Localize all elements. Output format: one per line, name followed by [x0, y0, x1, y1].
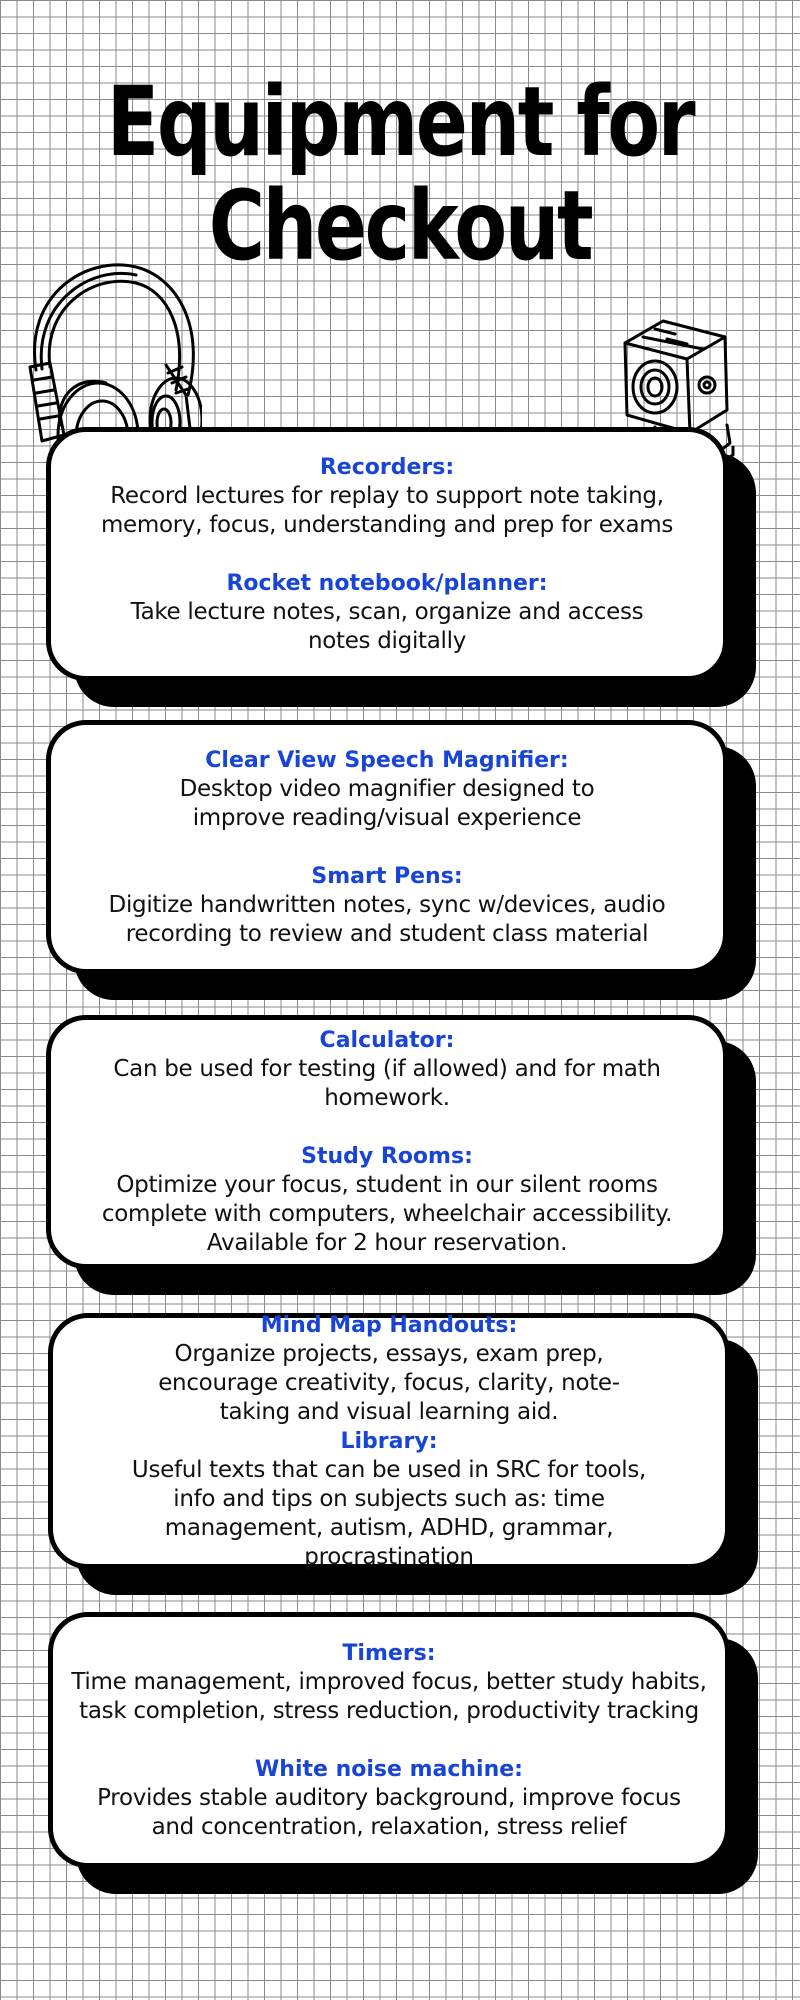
- item-heading-library: Library:: [340, 1428, 438, 1454]
- item-description-white-noise: Provides stable auditory background, improve focus and concentration, relaxation, stress relief: [97, 1784, 681, 1840]
- item-description-smart-pens: Digitize handwritten notes, sync w/devices, audio recording to review and student class material: [108, 891, 666, 947]
- item-description-timers: Time management, improved focus, better study habits, task completion, stress reduction, productivity tracking: [71, 1668, 707, 1724]
- equipment-card-2: [46, 720, 728, 974]
- equipment-card-4: [48, 1313, 730, 1569]
- page-title: [80, 66, 720, 282]
- item-heading-speech-magnifier: Clear View Speech Magnifier:: [205, 747, 569, 773]
- item-description-library: Useful texts that can be used in SRC for tools, info and tips on subjects such as: time management, autism, ADHD, grammar, procrastination: [131, 1456, 647, 1570]
- item-description-study-rooms: Optimize your focus, student in our silent rooms complete with computers, wheelchair accessibility. Available for 2 hour reservation.: [101, 1172, 673, 1256]
- item-description-recorders: Record lectures for replay to support note taking, memory, focus, understanding and prep for exams: [100, 482, 674, 538]
- item-heading-recorders: Recorders:: [319, 454, 455, 480]
- item-heading-rocket-notebook: Rocket notebook/planner:: [226, 570, 548, 596]
- equipment-card-3: [46, 1015, 728, 1269]
- item-heading-mind-map: Mind Map Handouts:: [260, 1312, 518, 1338]
- item-description-calculator: Can be used for testing (if allowed) and for math homework.: [113, 1056, 661, 1111]
- item-heading-white-noise: White noise machine:: [255, 1756, 523, 1782]
- item-heading-study-rooms: Study Rooms:: [301, 1144, 473, 1169]
- item-description-mind-map: Organize projects, essays, exam prep, encourage creativity, focus, clarity, note-taking and visual learning aid.: [158, 1340, 620, 1425]
- item-description-rocket-notebook: Take lecture notes, scan, organize and access notes digitally: [130, 598, 644, 654]
- item-heading-timers: Timers:: [342, 1640, 436, 1666]
- title-line-2: Checkout: [208, 170, 592, 282]
- item-heading-smart-pens: Smart Pens:: [311, 863, 463, 889]
- equipment-card-5: [48, 1612, 730, 1868]
- title-line-1: Equipment for: [106, 66, 694, 178]
- equipment-card-1: [46, 427, 728, 681]
- item-heading-calculator: Calculator:: [319, 1028, 455, 1053]
- item-description-speech-magnifier: Desktop video magnifier designed to improve reading/visual experience: [179, 775, 595, 831]
